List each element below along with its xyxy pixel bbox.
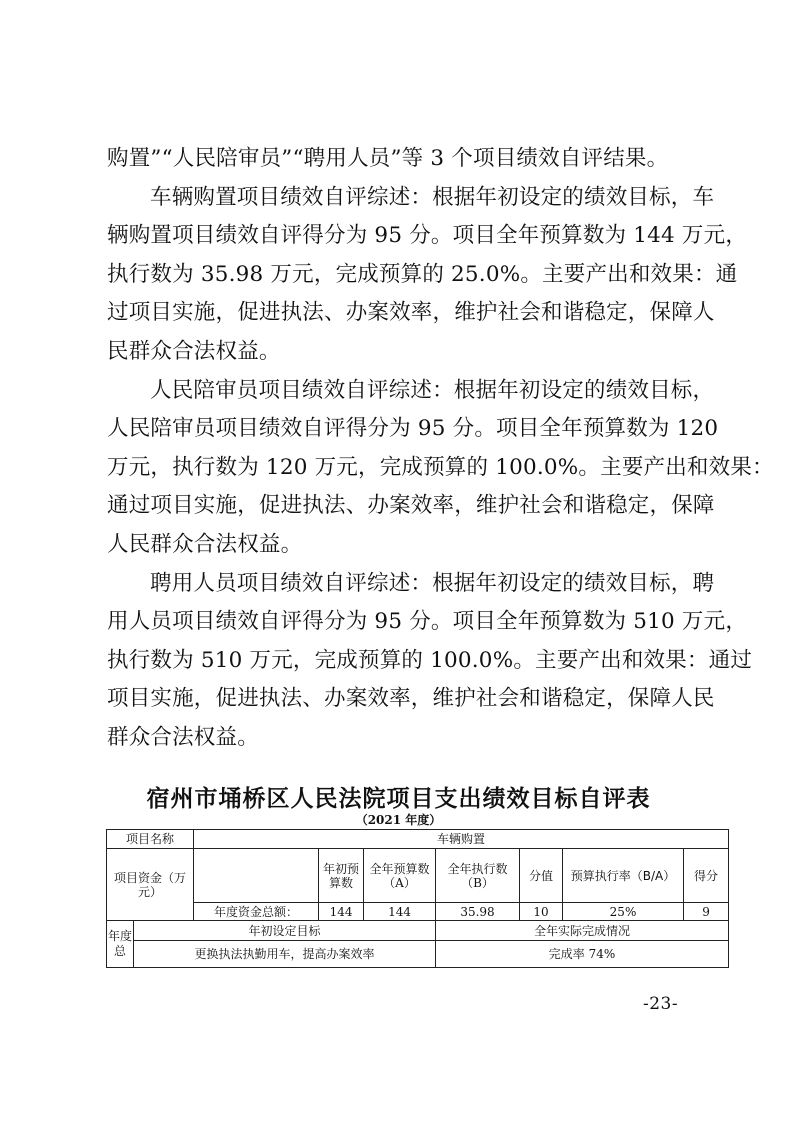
text-line: 辆购置项目绩效自评得分为 95 分。项目全年预算数为 144 万元， [107, 223, 748, 249]
text-line: 民群众合法权益。 [107, 338, 281, 364]
col-annual-budget: 全年预算数（A） [364, 849, 436, 903]
text-line: 聘用人员项目绩效自评综述：根据年初设定的绩效目标，聘 [150, 570, 715, 596]
text-line: 购置”“人民陪审员”“聘用人员”等 3 个项目绩效自评结果。 [107, 146, 669, 171]
text-line: 用人员项目绩效自评得分为 95 分。项目全年预算数为 510 万元， [107, 609, 748, 635]
annual-label: 年度总 [107, 921, 134, 968]
actual-header: 全年实际完成情况 [436, 921, 729, 941]
text-line: 通过项目实施，促进执法、办案效率，维护社会和谐稳定，保障 [107, 493, 715, 519]
total-exec: 35.98 [436, 903, 520, 921]
col-annual-exec: 全年执行数（B） [436, 849, 520, 903]
performance-table [106, 829, 729, 968]
table-subtitle: （2021 年度） [355, 813, 442, 827]
project-name-label: 项目名称 [107, 830, 194, 849]
total-initial: 144 [319, 903, 364, 921]
project-name-value: 车辆购置 [194, 830, 729, 849]
goal-header: 年初设定目标 [134, 921, 436, 941]
text-line: 人民陪审员项目绩效自评综述：根据年初设定的绩效目标， [150, 377, 715, 403]
table-row [107, 941, 729, 968]
total-rate: 25% [563, 903, 684, 921]
table-row [107, 903, 729, 921]
total-annual: 144 [364, 903, 436, 921]
table-title: 宿州市埇桥区人民法院项目支出绩效目标自评表 [146, 785, 651, 812]
text-line: 过项目实施，促进执法、办案效率，维护社会和谐稳定，保障人 [107, 300, 715, 326]
col-exec-rate: 预算执行率（B/A） [563, 849, 684, 903]
total-score-value: 10 [520, 903, 563, 921]
total-score: 9 [684, 903, 729, 921]
col-initial-budget: 年初预算数 [319, 849, 364, 903]
actual-text: 完成率 74% [436, 941, 729, 968]
text-line: 万元，执行数为 120 万元，完成预算的 100.0%。主要产出和效果： [107, 454, 774, 480]
table-row [107, 849, 729, 903]
funds-label: 项目资金（万元） [107, 849, 194, 921]
text-line: 执行数为 35.98 万元，完成预算的 25.0%。主要产出和效果：通 [107, 261, 738, 287]
text-line: 人民群众合法权益。 [107, 531, 303, 557]
text-line: 项目实施，促进执法、办案效率，维护社会和谐稳定，保障人民 [107, 686, 715, 712]
text-line: 执行数为 510 万元，完成预算的 100.0%。主要产出和效果：通过 [107, 647, 753, 673]
table-row [107, 830, 729, 849]
text-line: 群众合法权益。 [107, 724, 259, 750]
total-label: 年度资金总额： [194, 903, 319, 921]
col-score-value: 分值 [520, 849, 563, 903]
col-score: 得分 [684, 849, 729, 903]
page-number: -23- [643, 994, 679, 1014]
empty-cell [194, 849, 319, 903]
text-line: 车辆购置项目绩效自评综述：根据年初设定的绩效目标，车 [150, 184, 715, 210]
table-row [107, 921, 729, 941]
body-text [107, 140, 774, 758]
text-line: 人民陪审员项目绩效自评得分为 95 分。项目全年预算数为 120 [107, 416, 719, 442]
goal-text: 更换执法执勤用车，提高办案效率 [134, 941, 436, 968]
